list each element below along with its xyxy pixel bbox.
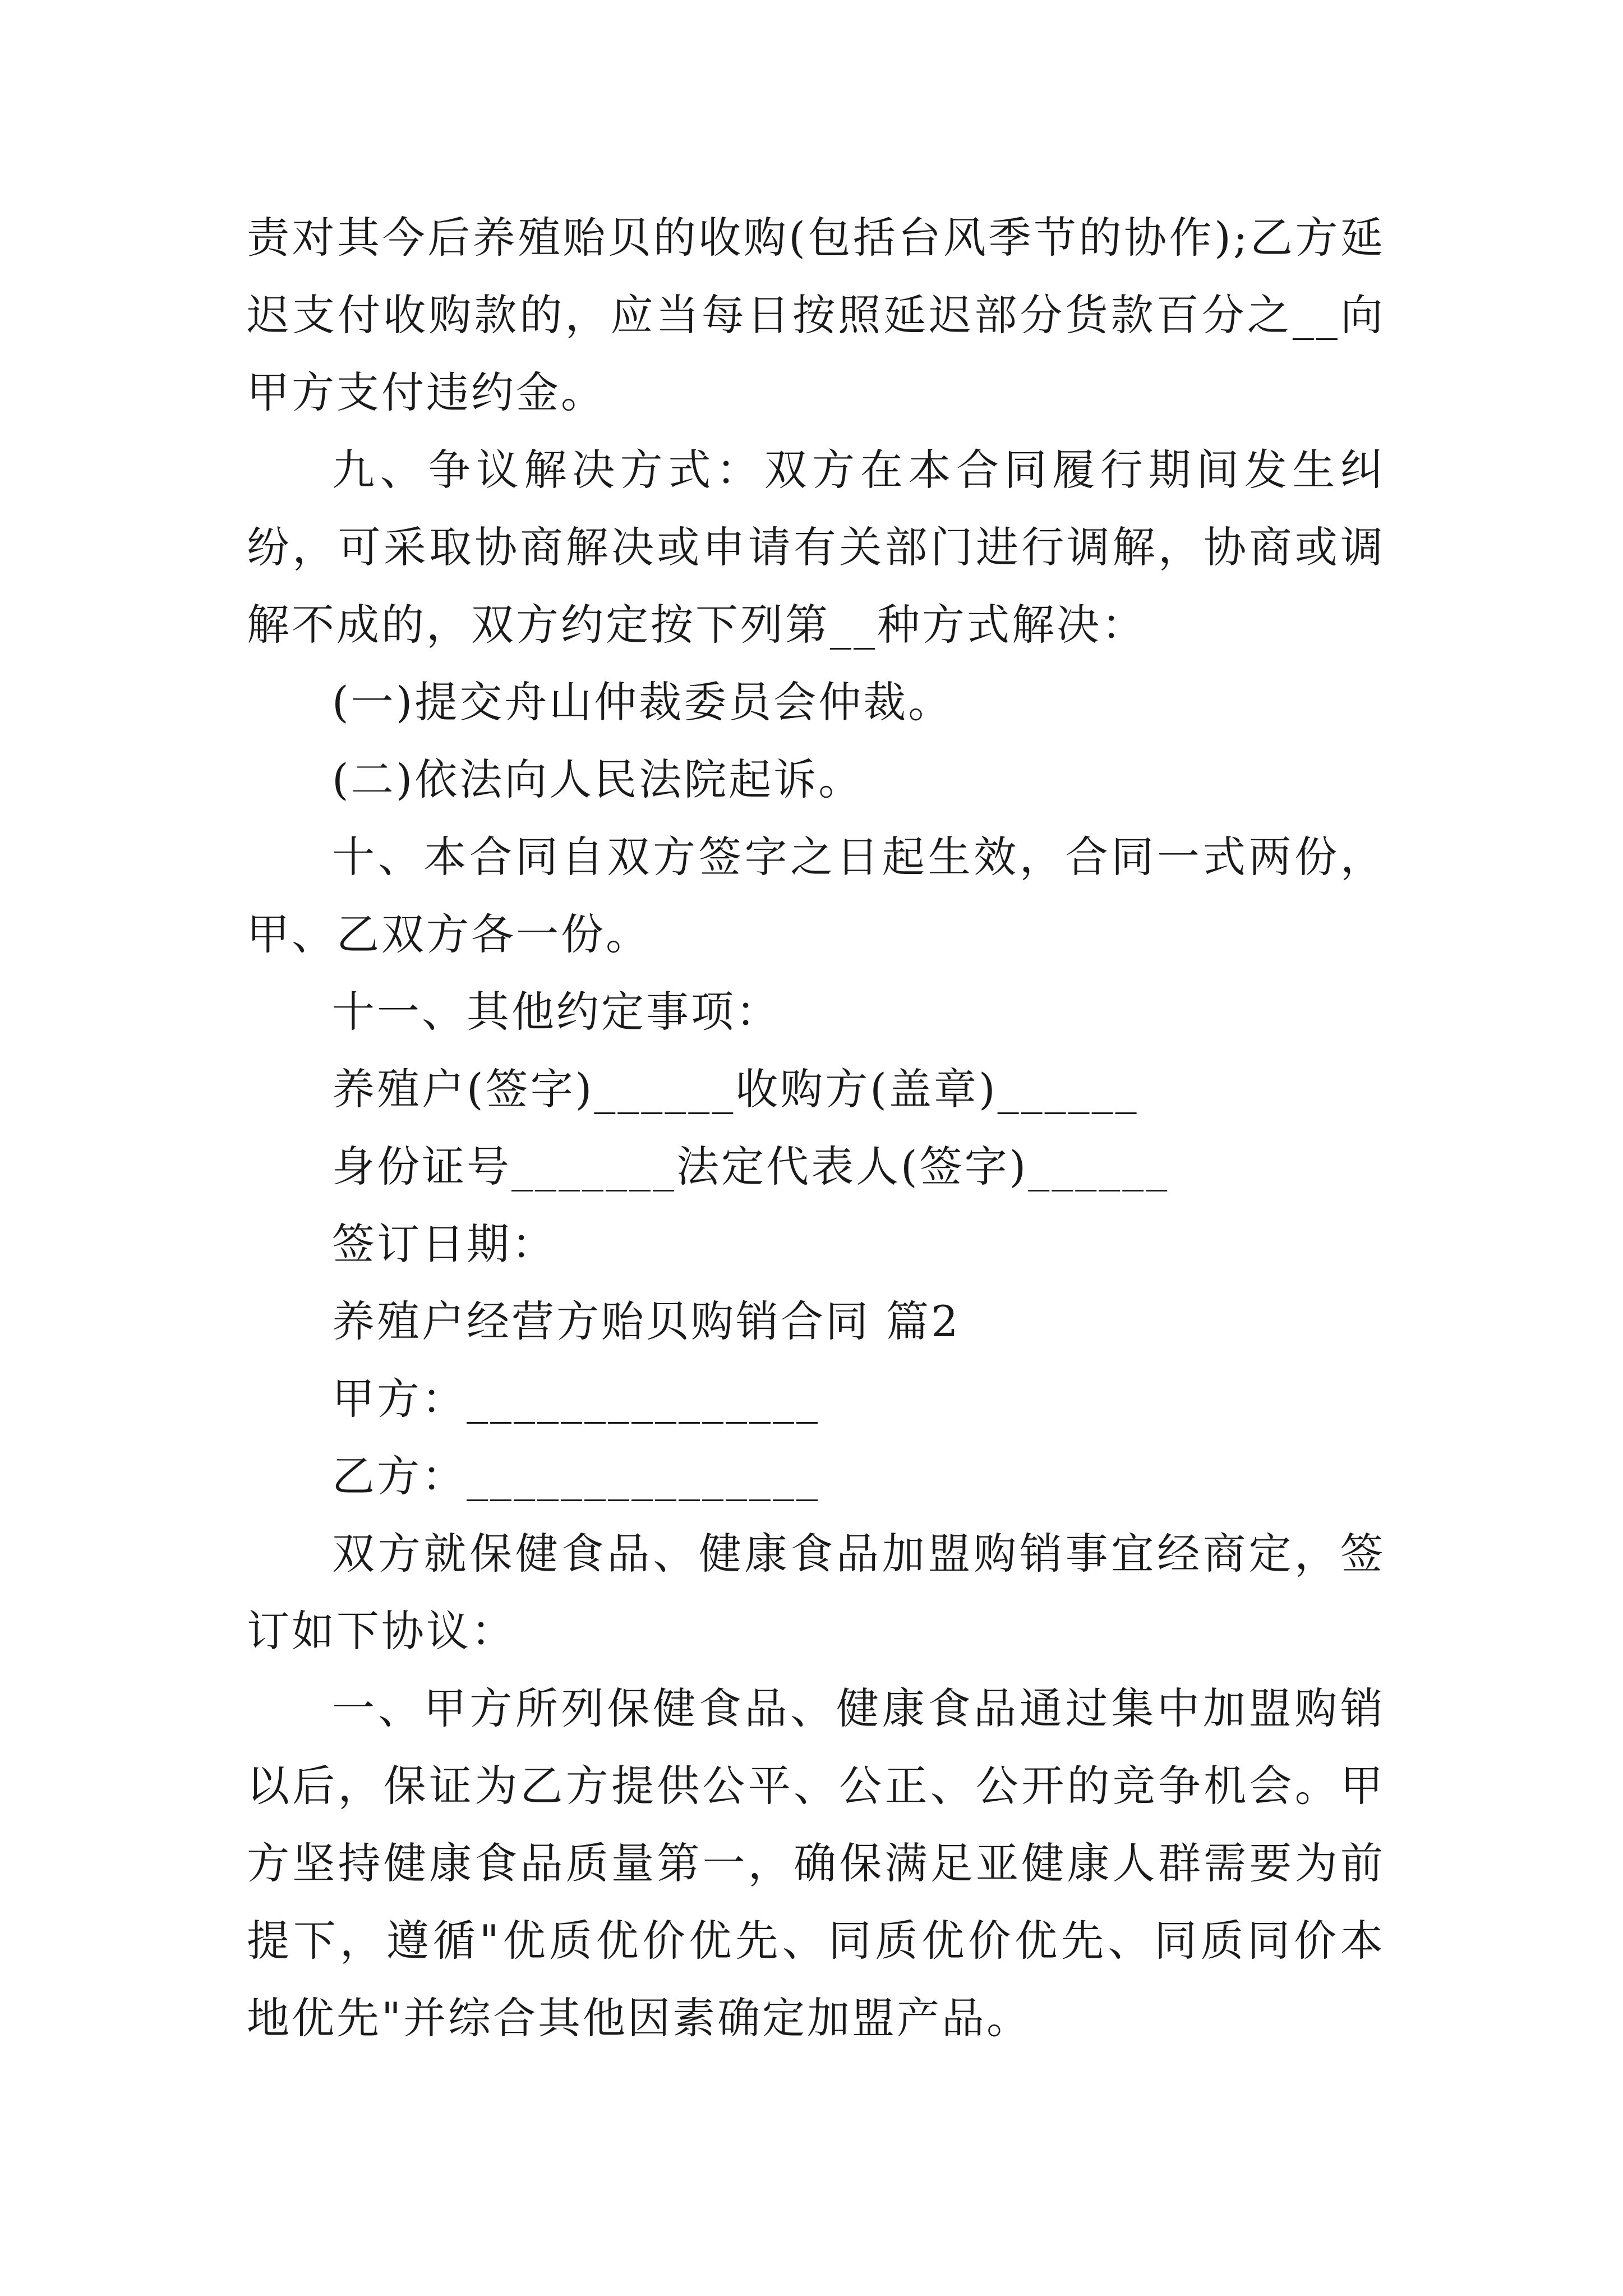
signature-line-farmer: 养殖户(签字)______收购方(盖章)______ <box>332 1064 1139 1114</box>
paragraph-option-court: (二)依法向人民法院起诉。 <box>332 754 864 804</box>
paragraph-clause-one: 一、甲方所列保健食品、健康食品通过集中加盟购销以后，保证为乙方提供公平、公正、公开的竞争机会。甲方坚持健康食品质量第一，确保满足亚健康人群需要为前提下，遵循"优质优价优先、同质优价优先、同质同价本地优先"并综合其他因素确定加盟产品。 <box>247 1683 1385 2043</box>
party-b-line: 乙方：_______________ <box>332 1451 820 1501</box>
signing-date: 签订日期： <box>332 1219 556 1269</box>
paragraph-dispute-resolution: 九、争议解决方式：双方在本合同履行期间发生纠纷，可采取协商解决或申请有关部门进行调解，协商或调解不成的，双方约定按下列第__种方式解决： <box>247 445 1385 650</box>
signature-line-id: 身份证号_______法定代表人(签字)______ <box>332 1142 1170 1191</box>
document-body <box>247 199 1385 2057</box>
paragraph-effective-clause: 十、本合同自双方签字之日起生效，合同一式两份，甲、乙双方各一份。 <box>247 832 1385 959</box>
paragraph-agreement-intro: 双方就保健食品、健康食品加盟购销事宜经商定，签订如下协议： <box>247 1529 1385 1656</box>
section-title-contract-2: 养殖户经营方贻贝购销合同 篇2 <box>332 1296 961 1346</box>
paragraph-payment-penalty: 责对其今后养殖贻贝的收购(包括台风季节的协作);乙方延迟支付收购款的，应当每日按照延迟部分货款百分之__向甲方支付违约金。 <box>247 213 1385 417</box>
paragraph-option-arbitration: (一)提交舟山仲裁委员会仲裁。 <box>332 677 953 727</box>
party-a-line: 甲方：_______________ <box>332 1374 820 1424</box>
paragraph-other-matters: 十一、其他约定事项： <box>332 987 781 1037</box>
